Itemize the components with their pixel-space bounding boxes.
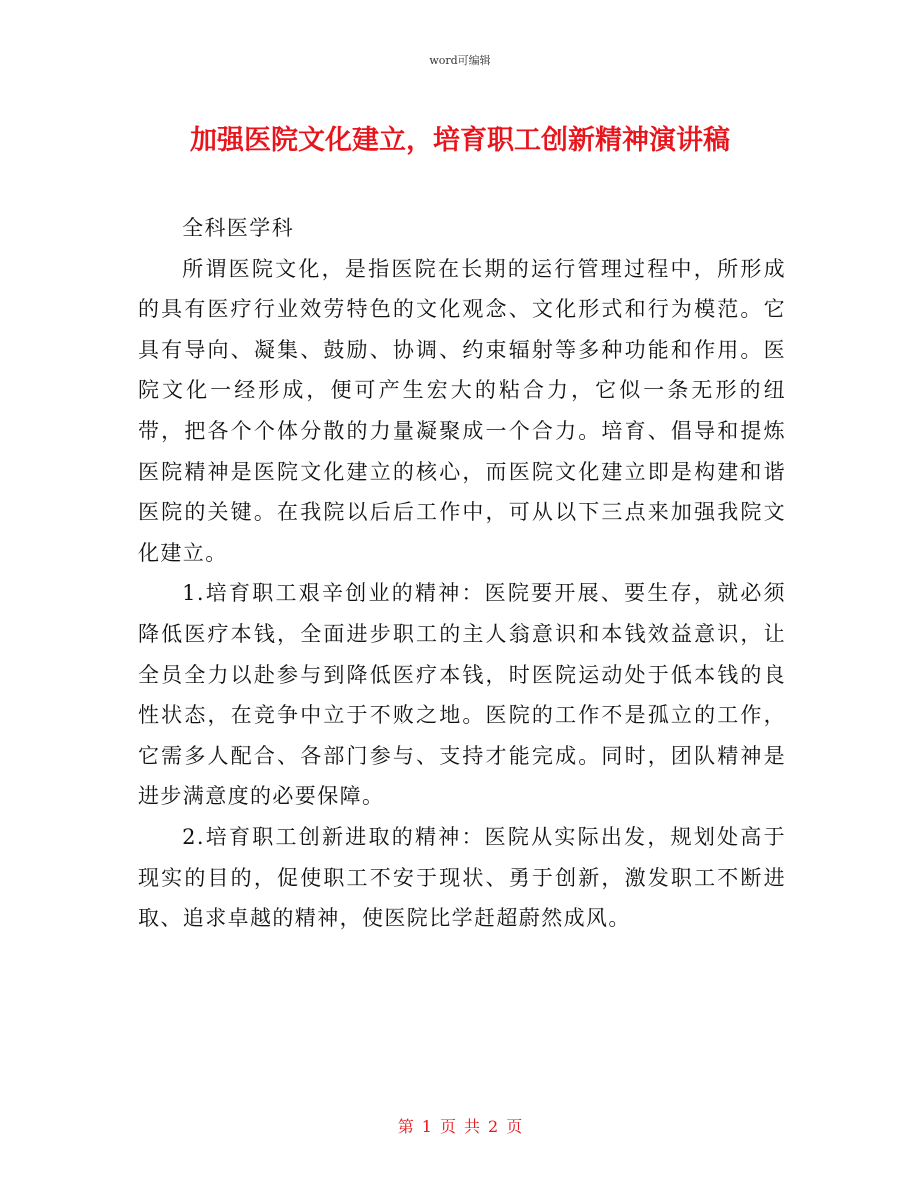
body-paragraph: 2.培育职工创新进取的精神：医院从实际出发，规划处高于现实的目的，促使职工不安于现状、勇于创新，激发职工不断进取、追求卓越的精神，使医院比学赶超蔚然成风。 (138, 824, 786, 931)
page-footer (0, 1114, 920, 1137)
document-body (138, 208, 786, 939)
document-title: 加强医院文化建立，培育职工创新精神演讲稿 (190, 125, 730, 156)
footer-label-total: 共 (464, 1117, 481, 1136)
footer-label-ye: 页 (439, 1117, 456, 1136)
footer-current-page: 1 (421, 1117, 432, 1136)
footer-total-pages: 2 (488, 1117, 499, 1136)
footer-label-ye: 页 (506, 1117, 523, 1136)
body-paragraph: 1.培育职工艰辛创业的精神：医院要开展、要生存，就必须降低医疗本钱，全面进步职工的主人翁意识和本钱效益意识，让全员全力以赴参与到降低医疗本钱，时医院运动处于低本钱的良性状态，在竞争中立于不败之地。医院的工作不是孤立的工作，它需多人配合、各部门参与、支持才能完成。同时，团队精神是进步满意度的必要保障。 (138, 581, 786, 809)
footer-label-page: 第 (397, 1117, 414, 1136)
body-paragraph: 所谓医院文化，是指医院在长期的运行管理过程中，所形成的具有医疗行业效劳特色的文化观念、文化形式和行为模范。它具有导向、凝集、鼓励、协调、约束辐射等多种功能和作用。医院文化一经形成，便可产生宏大的粘合力，它似一条无形的纽带，把各个个体分散的力量凝聚成一个合力。培育、倡导和提炼医院精神是医院文化建立的核心，而医院文化建立即是构建和谐医院的关键。在我院以后后工作中，可从以下三点来加强我院文化建立。 (138, 256, 786, 565)
department-line: 全科医学科 (182, 216, 295, 240)
header-note: word可编辑 (429, 54, 491, 67)
